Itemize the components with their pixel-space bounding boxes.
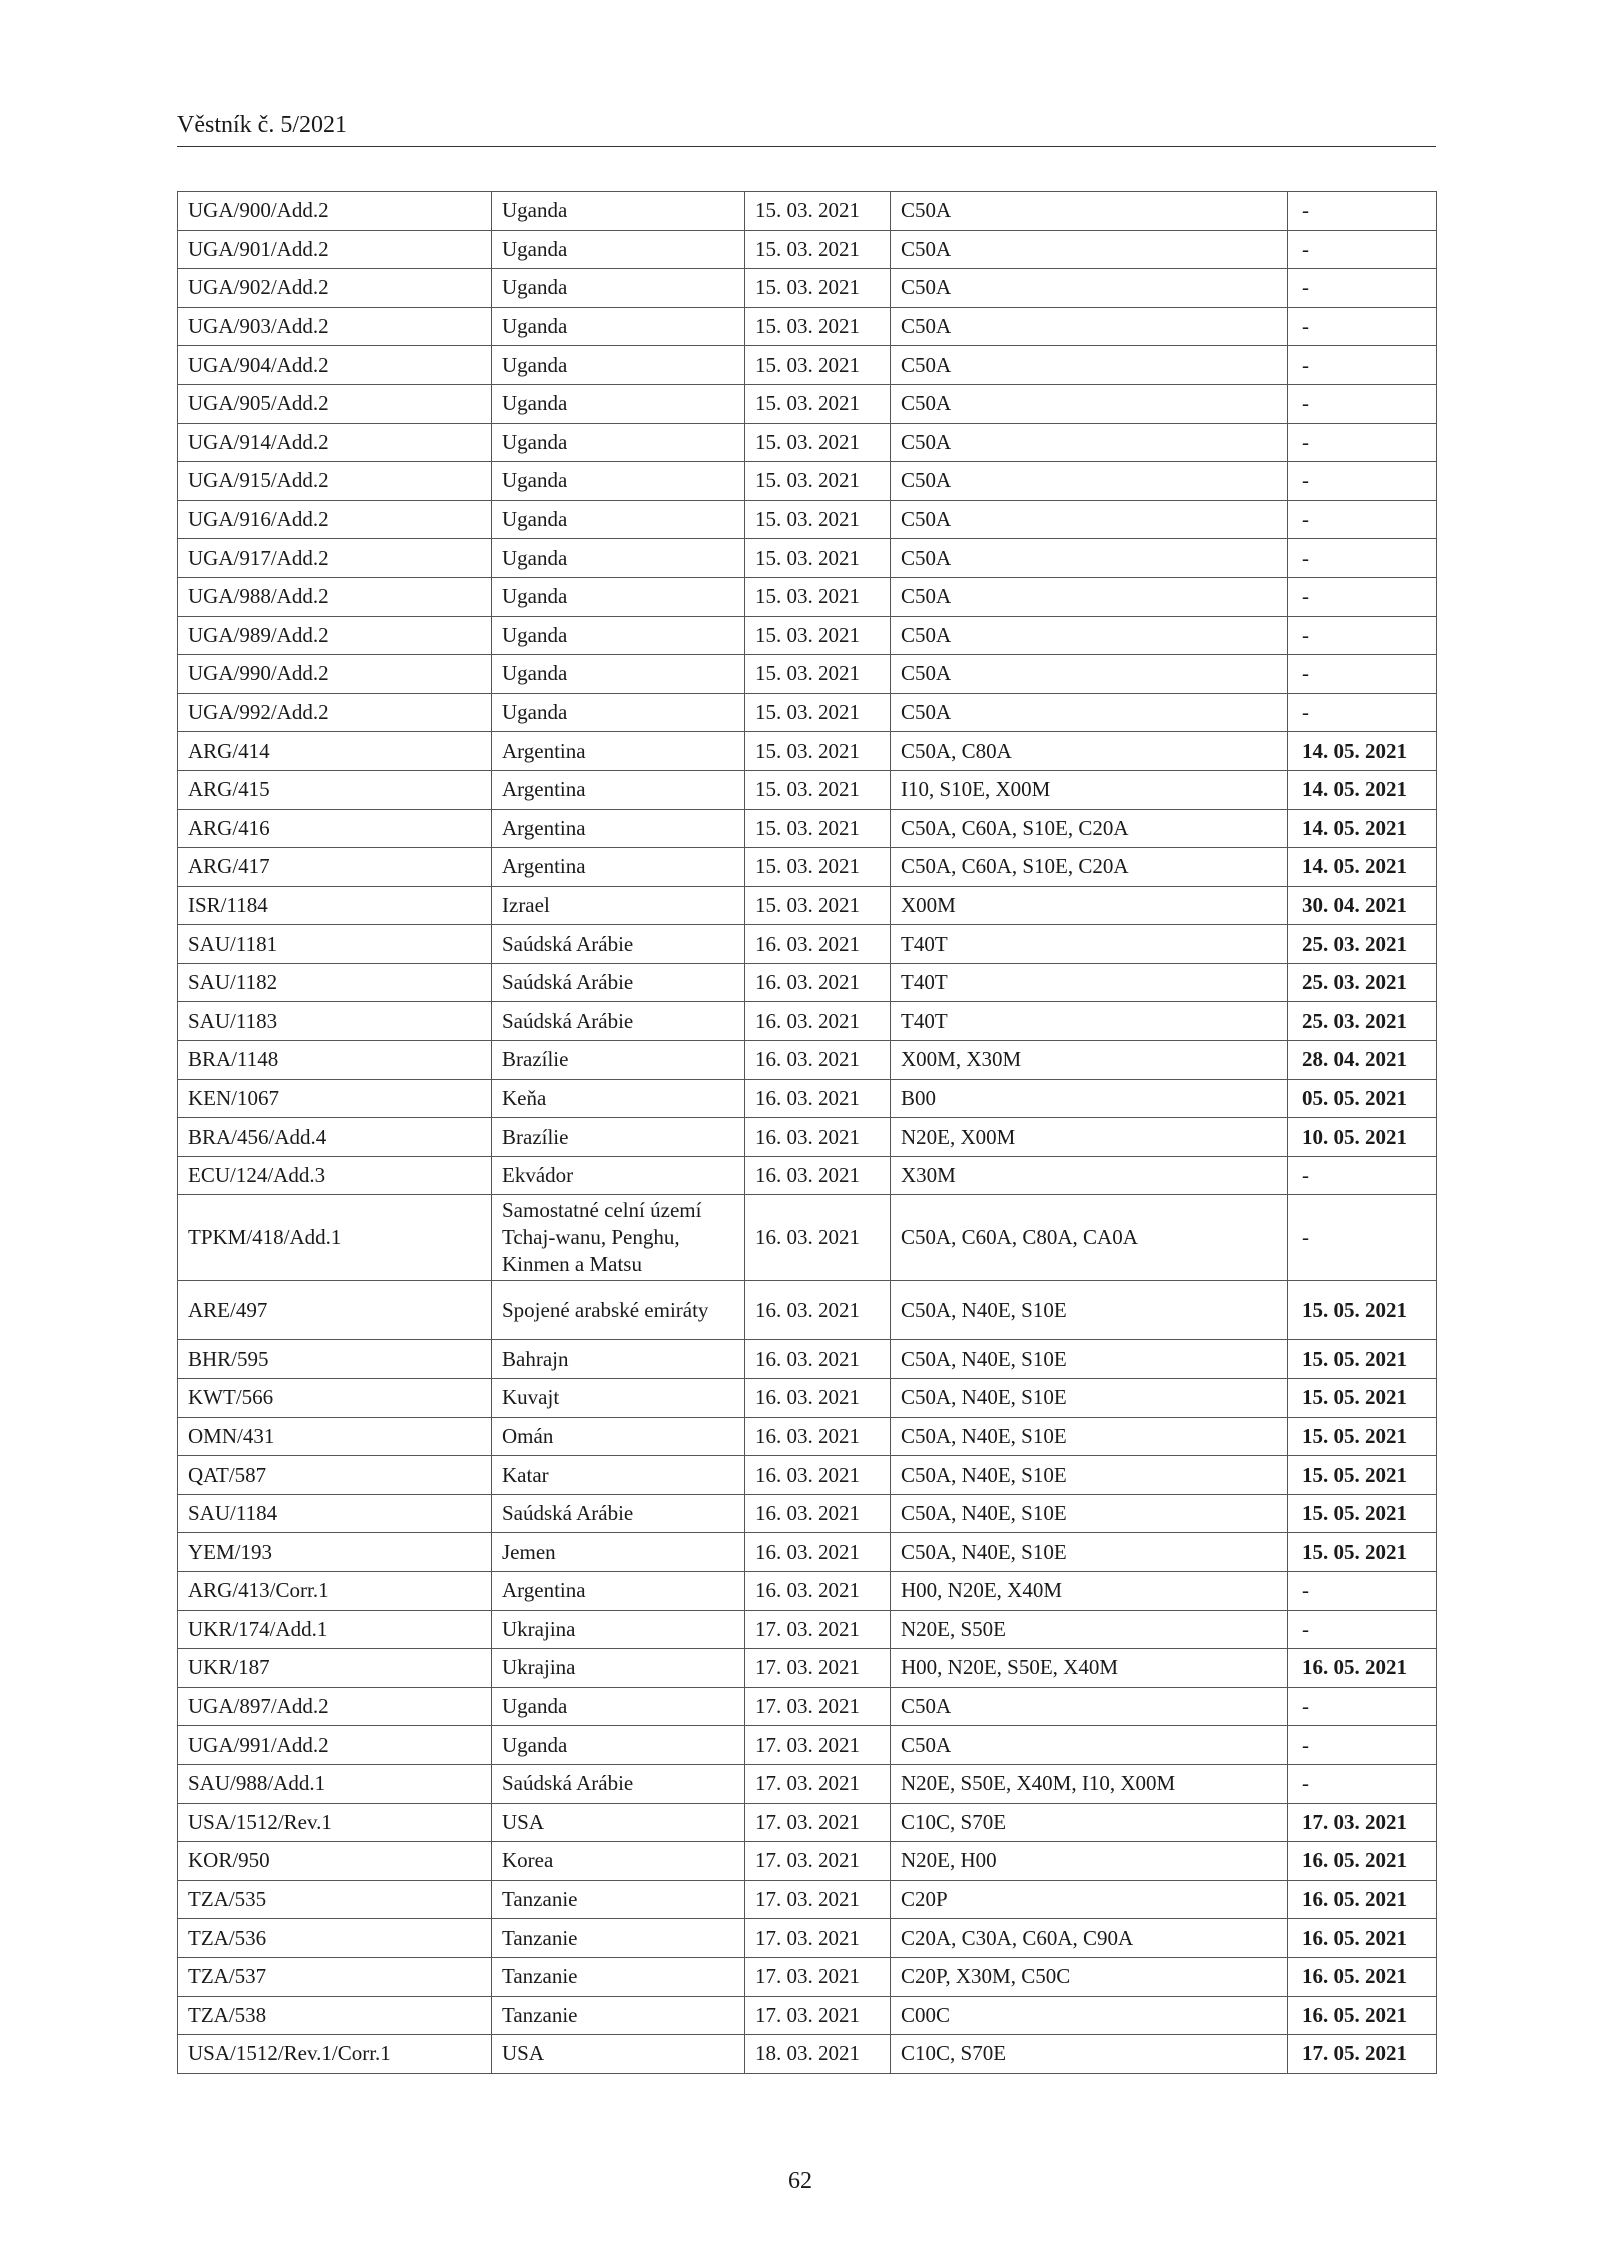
- country-cell: Uganda: [492, 655, 745, 694]
- date-cell: 16. 03. 2021: [745, 1340, 891, 1379]
- table-row: [178, 1494, 1437, 1533]
- doc-number-cell: UGA/988/Add.2: [178, 577, 492, 616]
- doc-number-cell: UGA/989/Add.2: [178, 616, 492, 655]
- table-row: [178, 2035, 1437, 2074]
- codes-cell: X00M, X30M: [891, 1041, 1288, 1080]
- country-cell: Ukrajina: [492, 1610, 745, 1649]
- deadline-cell: -: [1288, 269, 1437, 308]
- codes-cell: C50A, C60A, S10E, C20A: [891, 809, 1288, 848]
- country-cell: Saúdská Arábie: [492, 1002, 745, 1041]
- codes-cell: T40T: [891, 1002, 1288, 1041]
- country-cell: Brazílie: [492, 1041, 745, 1080]
- doc-number-cell: UGA/903/Add.2: [178, 307, 492, 346]
- country-cell: Tanzanie: [492, 1996, 745, 2035]
- deadline-cell: -: [1288, 462, 1437, 501]
- deadline-cell: 16. 05. 2021: [1288, 1957, 1437, 1996]
- date-cell: 17. 03. 2021: [745, 1610, 891, 1649]
- table-row: [178, 1340, 1437, 1379]
- codes-cell: C50A, N40E, S10E: [891, 1281, 1288, 1340]
- country-cell: Argentina: [492, 770, 745, 809]
- doc-number-cell: KEN/1067: [178, 1079, 492, 1118]
- country-cell: Uganda: [492, 616, 745, 655]
- date-cell: 17. 03. 2021: [745, 1687, 891, 1726]
- date-cell: 15. 03. 2021: [745, 848, 891, 887]
- country-cell: Korea: [492, 1842, 745, 1881]
- country-cell: Uganda: [492, 230, 745, 269]
- deadline-cell: 15. 05. 2021: [1288, 1281, 1437, 1340]
- deadline-cell: 10. 05. 2021: [1288, 1118, 1437, 1157]
- codes-cell: H00, N20E, S50E, X40M: [891, 1649, 1288, 1688]
- doc-number-cell: TZA/535: [178, 1880, 492, 1919]
- codes-cell: X30M: [891, 1156, 1288, 1195]
- country-cell: Tanzanie: [492, 1880, 745, 1919]
- codes-cell: C50A: [891, 269, 1288, 308]
- deadline-cell: -: [1288, 1572, 1437, 1611]
- doc-number-cell: UGA/990/Add.2: [178, 655, 492, 694]
- country-cell: Uganda: [492, 384, 745, 423]
- deadline-cell: -: [1288, 655, 1437, 694]
- date-cell: 16. 03. 2021: [745, 1281, 891, 1340]
- date-cell: 15. 03. 2021: [745, 693, 891, 732]
- date-cell: 16. 03. 2021: [745, 1002, 891, 1041]
- date-cell: 16. 03. 2021: [745, 1156, 891, 1195]
- table-row: [178, 809, 1437, 848]
- country-cell: Uganda: [492, 693, 745, 732]
- deadline-cell: 25. 03. 2021: [1288, 1002, 1437, 1041]
- country-cell: Ukrajina: [492, 1649, 745, 1688]
- deadline-cell: -: [1288, 500, 1437, 539]
- codes-cell: C50A: [891, 693, 1288, 732]
- codes-cell: C10C, S70E: [891, 2035, 1288, 2074]
- date-cell: 15. 03. 2021: [745, 809, 891, 848]
- notifications-table: [177, 191, 1437, 2074]
- date-cell: 17. 03. 2021: [745, 1996, 891, 2035]
- page-number: 62: [788, 2168, 812, 2194]
- codes-cell: C50A: [891, 577, 1288, 616]
- date-cell: 15. 03. 2021: [745, 539, 891, 578]
- deadline-cell: -: [1288, 1610, 1437, 1649]
- codes-cell: N20E, H00: [891, 1842, 1288, 1881]
- doc-number-cell: ARE/497: [178, 1281, 492, 1340]
- deadline-cell: 05. 05. 2021: [1288, 1079, 1437, 1118]
- date-cell: 15. 03. 2021: [745, 192, 891, 231]
- date-cell: 15. 03. 2021: [745, 500, 891, 539]
- deadline-cell: -: [1288, 616, 1437, 655]
- country-cell: Uganda: [492, 423, 745, 462]
- table-row: [178, 1281, 1437, 1340]
- codes-cell: C50A, N40E, S10E: [891, 1417, 1288, 1456]
- deadline-cell: 16. 05. 2021: [1288, 1649, 1437, 1688]
- date-cell: 16. 03. 2021: [745, 1494, 891, 1533]
- doc-number-cell: SAU/1183: [178, 1002, 492, 1041]
- deadline-cell: 25. 03. 2021: [1288, 925, 1437, 964]
- doc-number-cell: TZA/538: [178, 1996, 492, 2035]
- table-row: [178, 1456, 1437, 1495]
- date-cell: 16. 03. 2021: [745, 1533, 891, 1572]
- doc-number-cell: USA/1512/Rev.1: [178, 1803, 492, 1842]
- deadline-cell: -: [1288, 1687, 1437, 1726]
- codes-cell: H00, N20E, X40M: [891, 1572, 1288, 1611]
- country-cell: Samostatné celní území Tchaj-wanu, Penghu, Kinmen a Matsu: [492, 1195, 745, 1281]
- doc-number-cell: ARG/417: [178, 848, 492, 887]
- doc-number-cell: SAU/988/Add.1: [178, 1764, 492, 1803]
- doc-number-cell: UKR/187: [178, 1649, 492, 1688]
- doc-number-cell: UGA/905/Add.2: [178, 384, 492, 423]
- deadline-cell: 16. 05. 2021: [1288, 1996, 1437, 2035]
- codes-cell: I10, S10E, X00M: [891, 770, 1288, 809]
- date-cell: 16. 03. 2021: [745, 1456, 891, 1495]
- country-cell: Ekvádor: [492, 1156, 745, 1195]
- table-row: [178, 1118, 1437, 1157]
- deadline-cell: -: [1288, 1726, 1437, 1765]
- date-cell: 16. 03. 2021: [745, 1195, 891, 1281]
- date-cell: 17. 03. 2021: [745, 1649, 891, 1688]
- country-cell: Saúdská Arábie: [492, 1494, 745, 1533]
- doc-number-cell: UGA/915/Add.2: [178, 462, 492, 501]
- doc-number-cell: UKR/174/Add.1: [178, 1610, 492, 1649]
- country-cell: Uganda: [492, 1726, 745, 1765]
- deadline-cell: 15. 05. 2021: [1288, 1417, 1437, 1456]
- table-row: [178, 192, 1437, 231]
- codes-cell: C00C: [891, 1996, 1288, 2035]
- country-cell: Uganda: [492, 192, 745, 231]
- deadline-cell: 15. 05. 2021: [1288, 1533, 1437, 1572]
- table-row: [178, 230, 1437, 269]
- country-cell: Argentina: [492, 848, 745, 887]
- doc-number-cell: UGA/900/Add.2: [178, 192, 492, 231]
- table-row: [178, 1649, 1437, 1688]
- table-row: [178, 1379, 1437, 1418]
- doc-number-cell: BRA/1148: [178, 1041, 492, 1080]
- table-row: [178, 346, 1437, 385]
- codes-cell: C50A: [891, 307, 1288, 346]
- country-cell: Omán: [492, 1417, 745, 1456]
- codes-cell: C10C, S70E: [891, 1803, 1288, 1842]
- table-row: [178, 1002, 1437, 1041]
- codes-cell: T40T: [891, 963, 1288, 1002]
- deadline-cell: 16. 05. 2021: [1288, 1842, 1437, 1881]
- country-cell: Uganda: [492, 307, 745, 346]
- date-cell: 15. 03. 2021: [745, 616, 891, 655]
- date-cell: 15. 03. 2021: [745, 423, 891, 462]
- deadline-cell: -: [1288, 1764, 1437, 1803]
- country-cell: Uganda: [492, 269, 745, 308]
- doc-number-cell: KOR/950: [178, 1842, 492, 1881]
- table-row: [178, 1996, 1437, 2035]
- codes-cell: C50A, N40E, S10E: [891, 1494, 1288, 1533]
- deadline-cell: 15. 05. 2021: [1288, 1456, 1437, 1495]
- table-row: [178, 1687, 1437, 1726]
- codes-cell: C50A: [891, 462, 1288, 501]
- table-row: [178, 925, 1437, 964]
- codes-cell: N20E, X00M: [891, 1118, 1288, 1157]
- table-row: [178, 1957, 1437, 1996]
- date-cell: 17. 03. 2021: [745, 1803, 891, 1842]
- table-row: [178, 655, 1437, 694]
- codes-cell: C50A: [891, 1726, 1288, 1765]
- deadline-cell: -: [1288, 577, 1437, 616]
- deadline-cell: -: [1288, 307, 1437, 346]
- date-cell: 16. 03. 2021: [745, 1379, 891, 1418]
- deadline-cell: 15. 05. 2021: [1288, 1494, 1437, 1533]
- table-row: [178, 963, 1437, 1002]
- doc-number-cell: TZA/537: [178, 1957, 492, 1996]
- table-row: [178, 1803, 1437, 1842]
- table-row: [178, 500, 1437, 539]
- doc-number-cell: QAT/587: [178, 1456, 492, 1495]
- date-cell: 15. 03. 2021: [745, 770, 891, 809]
- codes-cell: C50A: [891, 192, 1288, 231]
- codes-cell: N20E, S50E: [891, 1610, 1288, 1649]
- date-cell: 16. 03. 2021: [745, 925, 891, 964]
- codes-cell: C20P, X30M, C50C: [891, 1957, 1288, 1996]
- doc-number-cell: KWT/566: [178, 1379, 492, 1418]
- table-row: [178, 770, 1437, 809]
- date-cell: 15. 03. 2021: [745, 462, 891, 501]
- deadline-cell: 14. 05. 2021: [1288, 732, 1437, 771]
- deadline-cell: 15. 05. 2021: [1288, 1340, 1437, 1379]
- doc-number-cell: ARG/415: [178, 770, 492, 809]
- country-cell: Saúdská Arábie: [492, 925, 745, 964]
- table-row: [178, 1195, 1437, 1281]
- table-row: [178, 307, 1437, 346]
- date-cell: 18. 03. 2021: [745, 2035, 891, 2074]
- codes-cell: X00M: [891, 886, 1288, 925]
- date-cell: 17. 03. 2021: [745, 1880, 891, 1919]
- codes-cell: C50A: [891, 423, 1288, 462]
- deadline-cell: 14. 05. 2021: [1288, 809, 1437, 848]
- doc-number-cell: TPKM/418/Add.1: [178, 1195, 492, 1281]
- table-row: [178, 1572, 1437, 1611]
- country-cell: Brazílie: [492, 1118, 745, 1157]
- deadline-cell: -: [1288, 346, 1437, 385]
- country-cell: USA: [492, 2035, 745, 2074]
- table-row: [178, 886, 1437, 925]
- codes-cell: C50A, N40E, S10E: [891, 1533, 1288, 1572]
- doc-number-cell: BHR/595: [178, 1340, 492, 1379]
- codes-cell: C50A: [891, 539, 1288, 578]
- deadline-cell: 14. 05. 2021: [1288, 770, 1437, 809]
- codes-cell: N20E, S50E, X40M, I10, X00M: [891, 1764, 1288, 1803]
- deadline-cell: 25. 03. 2021: [1288, 963, 1437, 1002]
- codes-cell: C50A: [891, 1687, 1288, 1726]
- country-cell: Uganda: [492, 1687, 745, 1726]
- codes-cell: C50A: [891, 384, 1288, 423]
- date-cell: 16. 03. 2021: [745, 1118, 891, 1157]
- country-cell: Uganda: [492, 462, 745, 501]
- country-cell: Keňa: [492, 1079, 745, 1118]
- country-cell: Spojené arabské emiráty: [492, 1281, 745, 1340]
- country-cell: Uganda: [492, 539, 745, 578]
- notifications-table-body: [178, 192, 1437, 2074]
- doc-number-cell: TZA/536: [178, 1919, 492, 1958]
- date-cell: 15. 03. 2021: [745, 307, 891, 346]
- date-cell: 15. 03. 2021: [745, 655, 891, 694]
- table-row: [178, 1041, 1437, 1080]
- deadline-cell: -: [1288, 1195, 1437, 1281]
- table-row: [178, 732, 1437, 771]
- date-cell: 17. 03. 2021: [745, 1919, 891, 1958]
- doc-number-cell: UGA/901/Add.2: [178, 230, 492, 269]
- table-row: [178, 269, 1437, 308]
- doc-number-cell: OMN/431: [178, 1417, 492, 1456]
- table-row: [178, 577, 1437, 616]
- date-cell: 15. 03. 2021: [745, 886, 891, 925]
- date-cell: 16. 03. 2021: [745, 1041, 891, 1080]
- deadline-cell: -: [1288, 384, 1437, 423]
- table-row: [178, 1079, 1437, 1118]
- country-cell: Uganda: [492, 346, 745, 385]
- doc-number-cell: UGA/914/Add.2: [178, 423, 492, 462]
- doc-number-cell: YEM/193: [178, 1533, 492, 1572]
- codes-cell: C50A, C60A, S10E, C20A: [891, 848, 1288, 887]
- country-cell: Katar: [492, 1456, 745, 1495]
- date-cell: 17. 03. 2021: [745, 1842, 891, 1881]
- doc-number-cell: USA/1512/Rev.1/Corr.1: [178, 2035, 492, 2074]
- deadline-cell: 30. 04. 2021: [1288, 886, 1437, 925]
- country-cell: Tanzanie: [492, 1919, 745, 1958]
- codes-cell: T40T: [891, 925, 1288, 964]
- table-row: [178, 1156, 1437, 1195]
- deadline-cell: -: [1288, 230, 1437, 269]
- table-row: [178, 539, 1437, 578]
- country-cell: Tanzanie: [492, 1957, 745, 1996]
- codes-cell: C20A, C30A, C60A, C90A: [891, 1919, 1288, 1958]
- date-cell: 16. 03. 2021: [745, 963, 891, 1002]
- table-row: [178, 1880, 1437, 1919]
- country-cell: Saúdská Arábie: [492, 963, 745, 1002]
- deadline-cell: 17. 03. 2021: [1288, 1803, 1437, 1842]
- codes-cell: C50A: [891, 500, 1288, 539]
- country-cell: USA: [492, 1803, 745, 1842]
- date-cell: 16. 03. 2021: [745, 1572, 891, 1611]
- deadline-cell: 14. 05. 2021: [1288, 848, 1437, 887]
- deadline-cell: 17. 05. 2021: [1288, 2035, 1437, 2074]
- country-cell: Izrael: [492, 886, 745, 925]
- codes-cell: C50A: [891, 346, 1288, 385]
- doc-number-cell: BRA/456/Add.4: [178, 1118, 492, 1157]
- date-cell: 15. 03. 2021: [745, 346, 891, 385]
- doc-number-cell: ECU/124/Add.3: [178, 1156, 492, 1195]
- doc-number-cell: SAU/1182: [178, 963, 492, 1002]
- table-row: [178, 1610, 1437, 1649]
- deadline-cell: 28. 04. 2021: [1288, 1041, 1437, 1080]
- doc-number-cell: UGA/992/Add.2: [178, 693, 492, 732]
- table-row: [178, 1764, 1437, 1803]
- country-cell: Argentina: [492, 732, 745, 771]
- doc-number-cell: ARG/413/Corr.1: [178, 1572, 492, 1611]
- doc-number-cell: UGA/902/Add.2: [178, 269, 492, 308]
- doc-number-cell: UGA/991/Add.2: [178, 1726, 492, 1765]
- table-row: [178, 1726, 1437, 1765]
- date-cell: 15. 03. 2021: [745, 732, 891, 771]
- table-row: [178, 1842, 1437, 1881]
- date-cell: 15. 03. 2021: [745, 577, 891, 616]
- deadline-cell: 16. 05. 2021: [1288, 1880, 1437, 1919]
- deadline-cell: -: [1288, 1156, 1437, 1195]
- codes-cell: C50A, N40E, S10E: [891, 1379, 1288, 1418]
- date-cell: 15. 03. 2021: [745, 384, 891, 423]
- deadline-cell: -: [1288, 539, 1437, 578]
- codes-cell: B00: [891, 1079, 1288, 1118]
- date-cell: 15. 03. 2021: [745, 230, 891, 269]
- doc-number-cell: UGA/904/Add.2: [178, 346, 492, 385]
- codes-cell: C50A, C80A: [891, 732, 1288, 771]
- date-cell: 15. 03. 2021: [745, 269, 891, 308]
- deadline-cell: -: [1288, 192, 1437, 231]
- table-row: [178, 423, 1437, 462]
- table-row: [178, 384, 1437, 423]
- codes-cell: C50A: [891, 230, 1288, 269]
- table-row: [178, 462, 1437, 501]
- deadline-cell: 16. 05. 2021: [1288, 1919, 1437, 1958]
- table-row: [178, 1417, 1437, 1456]
- doc-number-cell: SAU/1181: [178, 925, 492, 964]
- doc-number-cell: ARG/416: [178, 809, 492, 848]
- doc-number-cell: UGA/916/Add.2: [178, 500, 492, 539]
- date-cell: 17. 03. 2021: [745, 1957, 891, 1996]
- table-row: [178, 693, 1437, 732]
- deadline-cell: -: [1288, 423, 1437, 462]
- country-cell: Kuvajt: [492, 1379, 745, 1418]
- country-cell: Argentina: [492, 809, 745, 848]
- table-row: [178, 1919, 1437, 1958]
- date-cell: 16. 03. 2021: [745, 1079, 891, 1118]
- doc-number-cell: UGA/917/Add.2: [178, 539, 492, 578]
- doc-number-cell: ARG/414: [178, 732, 492, 771]
- country-cell: Uganda: [492, 500, 745, 539]
- country-cell: Argentina: [492, 1572, 745, 1611]
- page-header: [177, 110, 1436, 147]
- codes-cell: C20P: [891, 1880, 1288, 1919]
- codes-cell: C50A, N40E, S10E: [891, 1456, 1288, 1495]
- country-cell: Uganda: [492, 577, 745, 616]
- codes-cell: C50A: [891, 655, 1288, 694]
- doc-number-cell: UGA/897/Add.2: [178, 1687, 492, 1726]
- codes-cell: C50A: [891, 616, 1288, 655]
- country-cell: Bahrajn: [492, 1340, 745, 1379]
- doc-number-cell: ISR/1184: [178, 886, 492, 925]
- doc-number-cell: SAU/1184: [178, 1494, 492, 1533]
- table-row: [178, 616, 1437, 655]
- date-cell: 17. 03. 2021: [745, 1726, 891, 1765]
- table-row: [178, 848, 1437, 887]
- codes-cell: C50A, C60A, C80A, CA0A: [891, 1195, 1288, 1281]
- date-cell: 16. 03. 2021: [745, 1417, 891, 1456]
- country-cell: Jemen: [492, 1533, 745, 1572]
- table-row: [178, 1533, 1437, 1572]
- date-cell: 17. 03. 2021: [745, 1764, 891, 1803]
- deadline-cell: -: [1288, 693, 1437, 732]
- codes-cell: C50A, N40E, S10E: [891, 1340, 1288, 1379]
- header-title: Věstník č. 5/2021: [177, 112, 347, 138]
- deadline-cell: 15. 05. 2021: [1288, 1379, 1437, 1418]
- country-cell: Saúdská Arábie: [492, 1764, 745, 1803]
